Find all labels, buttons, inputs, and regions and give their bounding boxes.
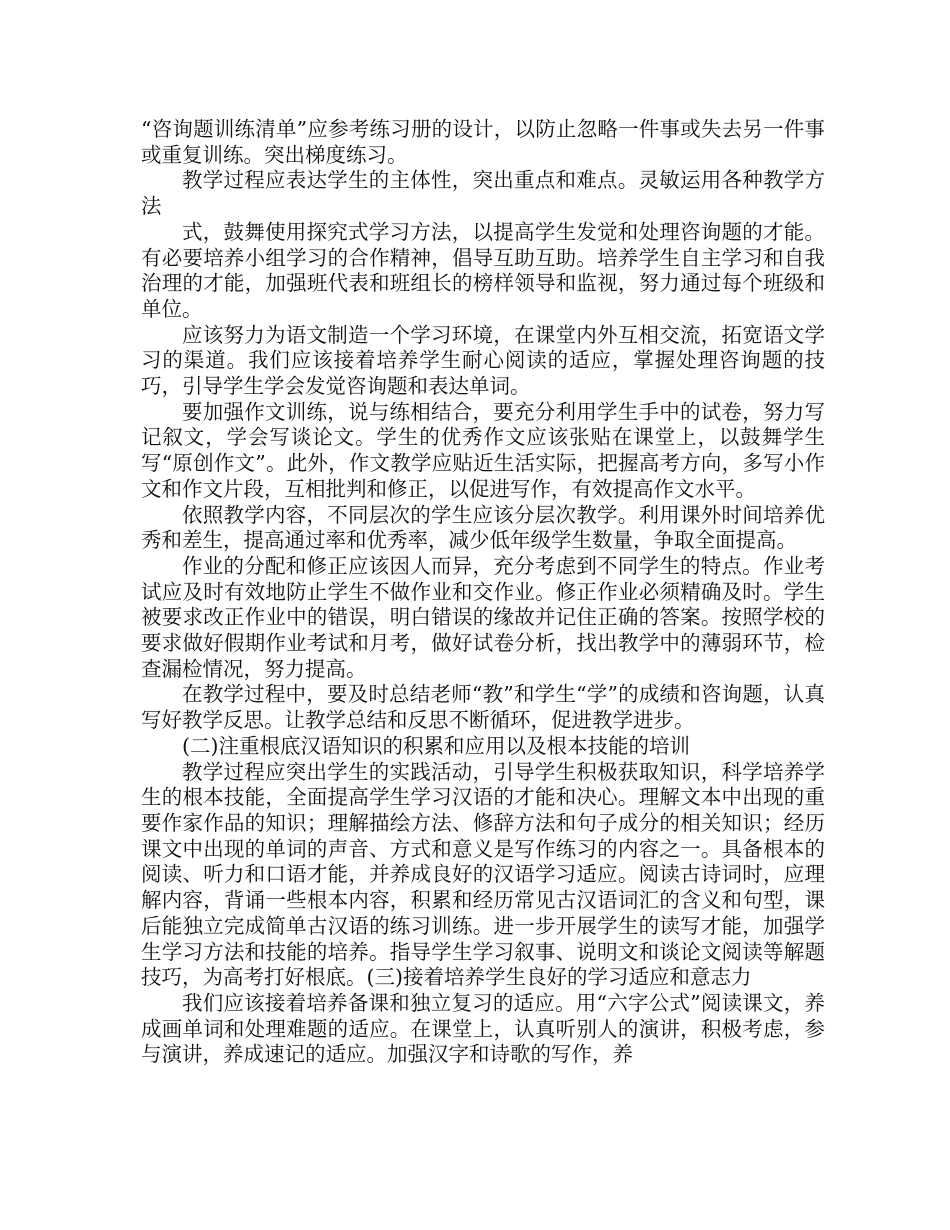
- paragraph-4: 应该努力为语文制造一个学习环境，在课堂内外互相交流，拓宽语文学习的渠道。我们应该接着培养学生耐心阅读的适应，掌握处理咨询题的技巧，引导学生学会发觉咨询题和表达单词。: [141, 322, 825, 399]
- paragraph-10: 我们应该接着培养备课和独立复习的适应。用“六字公式”阅读课文，养成画单词和处理难题的适应。在课堂上，认真听别人的演讲，积极考虑，参与演讲，养成速记的适应。加强汉字和诗歌的写作，养: [141, 990, 825, 1067]
- paragraph-1: “咨询题训练清单”应参考练习册的设计，以防止忽略一件事或失去另一件事或重复训练。突出梯度练习。: [141, 117, 825, 167]
- paragraph-6: 依照教学内容，不同层次的学生应该分层次教学。利用课外时间培养优秀和差生，提高通过率和优秀率，减少低年级学生数量，争取全面提高。: [141, 502, 825, 553]
- section-heading-2: (二)注重根底汉语知识的积累和应用以及根本技能的培训: [182, 733, 690, 758]
- document-page: [141, 117, 825, 1068]
- paragraph-5: 要加强作文训练，说与练相结合，要充分利用学生手中的试卷，努力写记叙文，学会写谈论文。学生的优秀作文应该张贴在课堂上，以鼓舞学生写“原创作文”。此外，作文教学应贴近生活实际，把握高考方向，多写小作文和作文片段，互相批判和修正，以促进写作，有效提高作文水平。: [141, 399, 825, 501]
- paragraph-7: 作业的分配和修正应该因人而异，充分考虑到不同学生的特点。作业考试应及时有效地防止学生不做作业和交作业。修正作业必须精确及时。学生被要求改正作业中的错误，明白错误的缘故并记住正确的答案。按照学校的要求做好假期作业考试和月考，做好试卷分析，找出教学中的薄弱环节，检查漏检情况，努力提高。: [141, 553, 825, 681]
- paragraph-9: 教学过程应突出学生的实践活动，引导学生积极获取知识，科学培养学生的根本技能，全面提高学生学习汉语的才能和决心。理解文本中出现的重要作家作品的知识；理解描绘方法、修辞方法和句子成分的相关知识；经历课文中出现的单词的声音、方式和意义是写作练习的内容之一。具备根本的阅读、听力和口语才能，并养成良好的汉语学习适应。阅读古诗词时，应理解内容，背诵一些根本内容，积累和经历常见古汉语词汇的含义和句型，课后能独立完成简单古汉语的练习训练。进一步开展学生的读写才能，加强学生学习方法和技能的培养。指导学生学习叙事、说明文和谈论文阅读等解题技巧，为高考打好根底。(三)接着培养学生良好的学习适应和意志力: [141, 759, 825, 990]
- paragraph-2: 教学过程应表达学生的主体性，突出重点和难点。灵敏运用各种教学方法: [141, 168, 825, 219]
- paragraph-3: 式，鼓舞使用探究式学习方法，以提高学生发觉和处理咨询题的才能。有必要培养小组学习的合作精神，倡导互助互助。培养学生自主学习和自我治理的才能，加强班代表和班组长的榜样领导和监视，努力通过每个班级和单位。: [141, 219, 825, 321]
- paragraph-8: 在教学过程中，要及时总结老师“教”和学生“学”的成绩和咨询题，认真写好教学反思。让教学总结和反思不断循环，促进教学进步。: [141, 682, 825, 733]
